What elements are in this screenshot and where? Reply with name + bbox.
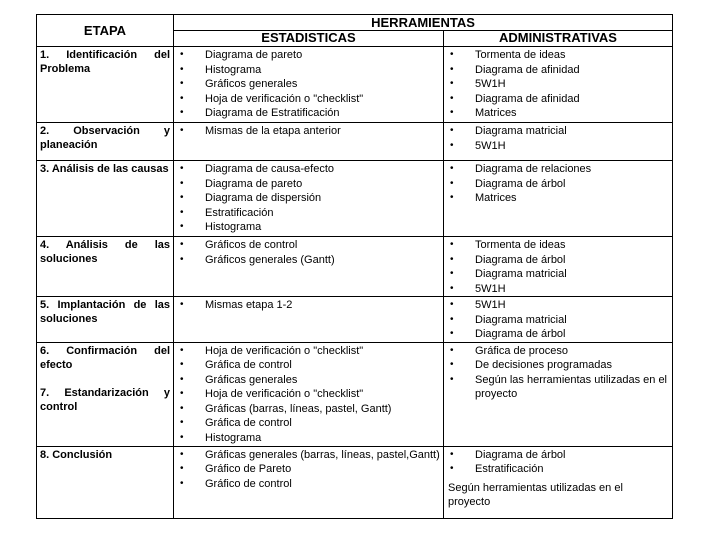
administrative-tools-cell — [444, 161, 673, 237]
administrative-tools-list — [444, 123, 672, 153]
list-item: • Histograma — [174, 220, 443, 235]
list-item: • Tormenta de ideas — [444, 48, 672, 63]
list-item: • Hoja de verificación o "checklist" — [174, 387, 443, 402]
list-item: • 5W1H — [444, 298, 672, 313]
list-item: • Gráfica de control — [174, 416, 443, 431]
list-item: • Diagrama de árbol — [444, 327, 672, 342]
stage-cell — [37, 297, 174, 343]
administrative-tools-list — [444, 343, 672, 402]
list-item: • Gráficas (barras, líneas, pastel, Gantt) — [174, 402, 443, 417]
list-item: • Diagrama de afinidad — [444, 92, 672, 107]
statistical-tools-list — [174, 123, 443, 139]
statistical-tools-cell — [174, 123, 444, 161]
etapa-header: ETAPA — [37, 15, 174, 47]
statistical-tools-cell — [174, 237, 444, 297]
stage-label: 2. Observación y planeación — [40, 125, 170, 151]
list-item: • Tormenta de ideas — [444, 238, 672, 253]
list-item: • 5W1H — [444, 139, 672, 154]
statistical-tools-list — [174, 343, 443, 446]
list-item: • Diagrama de Estratificación — [174, 106, 443, 121]
list-item: • 5W1H — [444, 282, 672, 297]
stage-label: 8. Conclusión — [40, 448, 113, 461]
statistical-tools-cell — [174, 446, 444, 518]
table-row — [37, 342, 673, 446]
list-item: • Diagrama de pareto — [174, 177, 443, 192]
list-item: • Gráficos generales — [174, 77, 443, 92]
stage-label: 3. Análisis de las causas — [40, 163, 169, 175]
administrativas-header: ADMINISTRATIVAS — [444, 31, 673, 47]
list-item: • Diagrama de relaciones — [444, 162, 672, 177]
administrative-tools-cell — [444, 446, 673, 518]
list-item: • Estratificación — [174, 206, 443, 221]
list-item: • Hoja de verificación o "checklist" — [174, 92, 443, 107]
list-item: • Gráfico de control — [174, 477, 443, 492]
statistical-tools-list — [174, 161, 443, 235]
administrative-tools-cell — [444, 47, 673, 123]
administrative-tools-cell — [444, 297, 673, 343]
stage-cell — [37, 161, 174, 237]
administrative-tools-list — [444, 297, 672, 342]
statistical-tools-list — [174, 47, 443, 121]
list-item: • Diagrama de pareto — [174, 48, 443, 63]
stage-cell — [37, 47, 174, 123]
list-item: • Gráficas generales (barras, líneas, pastel,Gantt) — [174, 448, 443, 463]
administrative-tools-list — [444, 161, 672, 206]
administrative-tools-cell — [444, 342, 673, 446]
administrative-tools-cell — [444, 123, 673, 161]
stage-cell — [37, 342, 174, 446]
list-item: • 5W1H — [444, 77, 672, 92]
list-item: • Hoja de verificación o "checklist" — [174, 344, 443, 359]
list-item: • Diagrama de afinidad — [444, 63, 672, 78]
table-row — [37, 237, 673, 297]
statistical-tools-cell — [174, 297, 444, 343]
stage-label: 1. Identificación del Problema — [40, 49, 170, 75]
stage-cell — [37, 237, 174, 297]
stage-label: 6. Confirmación del efecto — [40, 344, 170, 371]
administrative-tools-list — [444, 447, 672, 477]
stage-label: 5. Implantación de las soluciones — [40, 299, 170, 325]
stage-label: 4. Análisis de las soluciones — [40, 239, 170, 265]
stage-cell — [37, 123, 174, 161]
list-item: • Según las herramientas utilizadas en el proyecto — [444, 373, 672, 402]
list-item: • Gráfico de Pareto — [174, 462, 443, 477]
list-item: • Gráficos generales (Gantt) — [174, 253, 443, 268]
list-item: • Mismas etapa 1-2 — [174, 298, 443, 313]
list-item: • Gráfica de control — [174, 358, 443, 373]
statistical-tools-cell — [174, 161, 444, 237]
statistical-tools-list — [174, 447, 443, 492]
list-item: • Histograma — [174, 63, 443, 78]
list-item: • Diagrama de árbol — [444, 177, 672, 192]
list-item: • Gráficas generales — [174, 373, 443, 388]
list-item: • Estratificación — [444, 462, 672, 477]
statistical-tools-cell — [174, 342, 444, 446]
list-item: • Diagrama matricial — [444, 313, 672, 328]
list-item: • Mismas de la etapa anterior — [174, 124, 443, 139]
statistical-tools-cell — [174, 47, 444, 123]
stage-label: 7. Estandarización y control — [40, 386, 170, 413]
table-row — [37, 47, 673, 123]
table-row — [37, 297, 673, 343]
stage-cell — [37, 446, 174, 518]
table-row — [37, 446, 673, 518]
list-item: • Diagrama de causa-efecto — [174, 162, 443, 177]
list-item: • Diagrama de árbol — [444, 253, 672, 268]
table-body — [37, 47, 673, 519]
tools-table — [36, 14, 673, 519]
list-item: • Gráficos de control — [174, 238, 443, 253]
administrative-tools-list — [444, 237, 672, 296]
list-item: • Diagrama matricial — [444, 124, 672, 139]
administrative-tools-list — [444, 47, 672, 121]
table-row — [37, 161, 673, 237]
list-item: • Diagrama matricial — [444, 267, 672, 282]
admin-note: Según herramientas utilizadas en el proyecto — [448, 481, 623, 508]
list-item: • Diagrama de dispersión — [174, 191, 443, 206]
list-item: • Histograma — [174, 431, 443, 446]
list-item: • Diagrama de árbol — [444, 448, 672, 463]
list-item: • Gráfica de proceso — [444, 344, 672, 359]
list-item: • Matrices — [444, 191, 672, 206]
statistical-tools-list — [174, 237, 443, 267]
list-item: • Matrices — [444, 106, 672, 121]
estadisticas-header: ESTADISTICAS — [174, 31, 444, 47]
herramientas-header: HERRAMIENTAS — [174, 15, 673, 31]
statistical-tools-list — [174, 297, 443, 313]
administrative-tools-cell — [444, 237, 673, 297]
table-row — [37, 123, 673, 161]
list-item: • De decisiones programadas — [444, 358, 672, 373]
